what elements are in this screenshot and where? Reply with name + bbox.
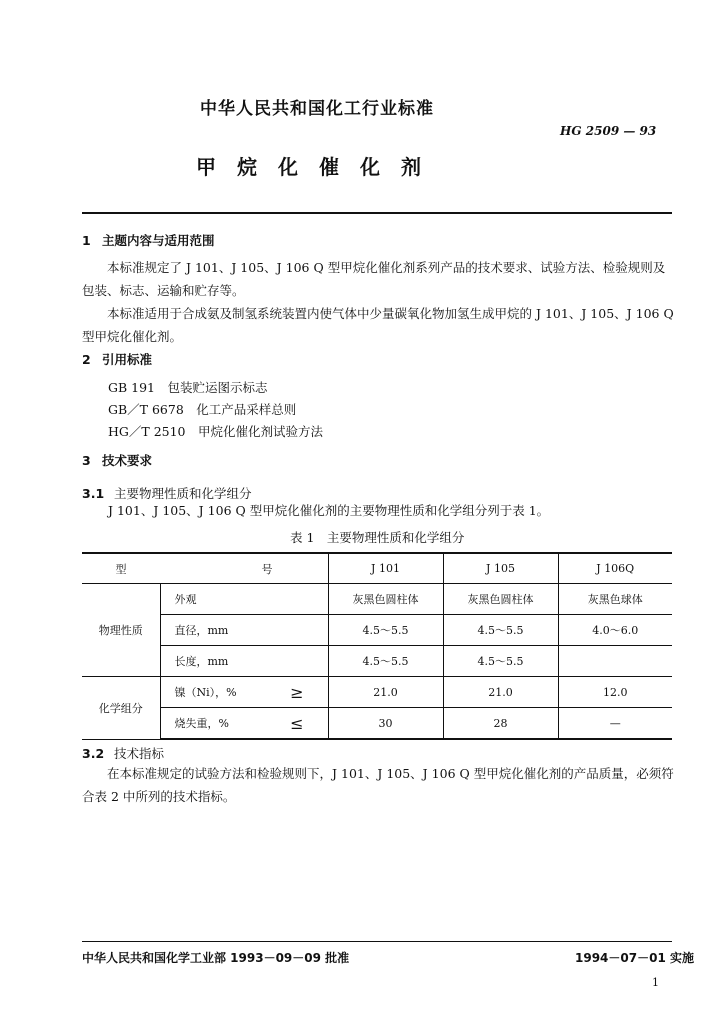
table-row: [82, 677, 672, 708]
section-2-title: 引用标准: [102, 352, 153, 367]
cell-j101: 30: [328, 708, 443, 740]
cell-j106q: 4.0～6.0: [558, 615, 672, 646]
effective-date: 1994－07－01 实施: [575, 951, 694, 965]
table-1: [82, 552, 672, 740]
section-1-title: 主题内容与适用范围: [102, 233, 215, 248]
standard-code: HG 2509 — 93: [560, 124, 657, 138]
table-row: [82, 615, 672, 646]
row-property: 烧失重，%: [160, 708, 270, 740]
header-j101: J 101: [328, 553, 443, 584]
section-3-2-number: 3.2: [82, 746, 105, 761]
section-1-para-1: 本标准规定了 J 101、J 105、J 106 Q 型甲烷化催化剂系列产品的技术要求、试验方法、检验规则及包装、标志、运输和贮存等。: [82, 260, 666, 298]
document-title: 甲烷化催化剂: [196, 155, 442, 179]
reference-list: [108, 377, 323, 443]
approval-line: 中华人民共和国化学工业部 1993－09－09 批准: [82, 951, 350, 965]
section-1-para-2: 本标准适用于合成氨及制氢系统装置内使气体中少量碳氧化物加氢生成甲烷的 J 101、J 105、J 106 Q 型甲烷化催化剂。: [82, 306, 674, 344]
section-3-2-title: 技术指标: [114, 746, 165, 761]
table-row: [82, 584, 672, 615]
reference-item: GB 191 包装贮运图示标志: [108, 380, 268, 395]
cell-j106q: —: [558, 708, 672, 740]
section-2-number: 2: [82, 352, 91, 367]
cell-j101: 21.0: [328, 677, 443, 708]
page-number: 1: [652, 976, 659, 989]
standard-name: 中华人民共和国化工行业标准: [200, 99, 434, 119]
cell-j106q: 灰黑色球体: [558, 584, 672, 615]
cell-j106q: 12.0: [558, 677, 672, 708]
section-3-2-heading: [82, 744, 164, 762]
header-hao: 号: [160, 553, 328, 584]
cell-j101: 4.5～5.5: [328, 615, 443, 646]
row-property: 镍（Ni），%: [160, 677, 270, 708]
group-physical: 物理性质: [82, 584, 160, 677]
header-xing: 型: [82, 553, 160, 584]
section-3-1-title: 主要物理性质和化学组分: [114, 486, 252, 501]
table-row: [82, 708, 672, 740]
section-3-title: 技术要求: [102, 453, 153, 468]
cell-j101: 灰黑色圆柱体: [328, 584, 443, 615]
header-j106q: J 106Q: [558, 553, 672, 584]
section-3-1-number: 3.1: [82, 486, 105, 501]
cell-j105: 灰黑色圆柱体: [443, 584, 558, 615]
section-3-2-text: 在本标准规定的试验方法和检验规则下，J 101、J 105、J 106 Q 型甲烷化催化剂的产品质量，必须符合表 2 中所列的技术指标。: [82, 766, 674, 804]
section-3-number: 3: [82, 453, 91, 468]
section-2-heading: [82, 350, 152, 368]
table-row: [82, 646, 672, 677]
row-property: 外观: [160, 584, 328, 615]
greater-equal-symbol: ≥: [270, 677, 328, 708]
row-property: 直径，mm: [160, 615, 328, 646]
footer-rule: [82, 941, 672, 942]
group-chemical: 化学组分: [82, 677, 160, 740]
reference-item: GB／T 6678 化工产品采样总则: [108, 402, 297, 417]
cell-j106q: [558, 646, 672, 677]
section-1-number: 1: [82, 233, 91, 248]
section-3-1-text: J 101、J 105、J 106 Q 型甲烷化催化剂的主要物理性质和化学组分列于表 1。: [108, 503, 550, 518]
section-1-heading: [82, 231, 215, 249]
table-header-row: [82, 553, 672, 584]
header-j105: J 105: [443, 553, 558, 584]
less-equal-symbol: ≤: [270, 708, 328, 740]
section-1-body: [82, 256, 674, 348]
cell-j105: 4.5～5.5: [443, 646, 558, 677]
title-rule: [82, 212, 672, 214]
section-3-heading: [82, 451, 152, 469]
table-1-caption: 表 1 主要物理性质和化学组分: [290, 530, 465, 545]
row-property: 长度，mm: [160, 646, 328, 677]
cell-j105: 28: [443, 708, 558, 740]
reference-item: HG／T 2510 甲烷化催化剂试验方法: [108, 424, 324, 439]
cell-j105: 4.5～5.5: [443, 615, 558, 646]
cell-j101: 4.5～5.5: [328, 646, 443, 677]
cell-j105: 21.0: [443, 677, 558, 708]
